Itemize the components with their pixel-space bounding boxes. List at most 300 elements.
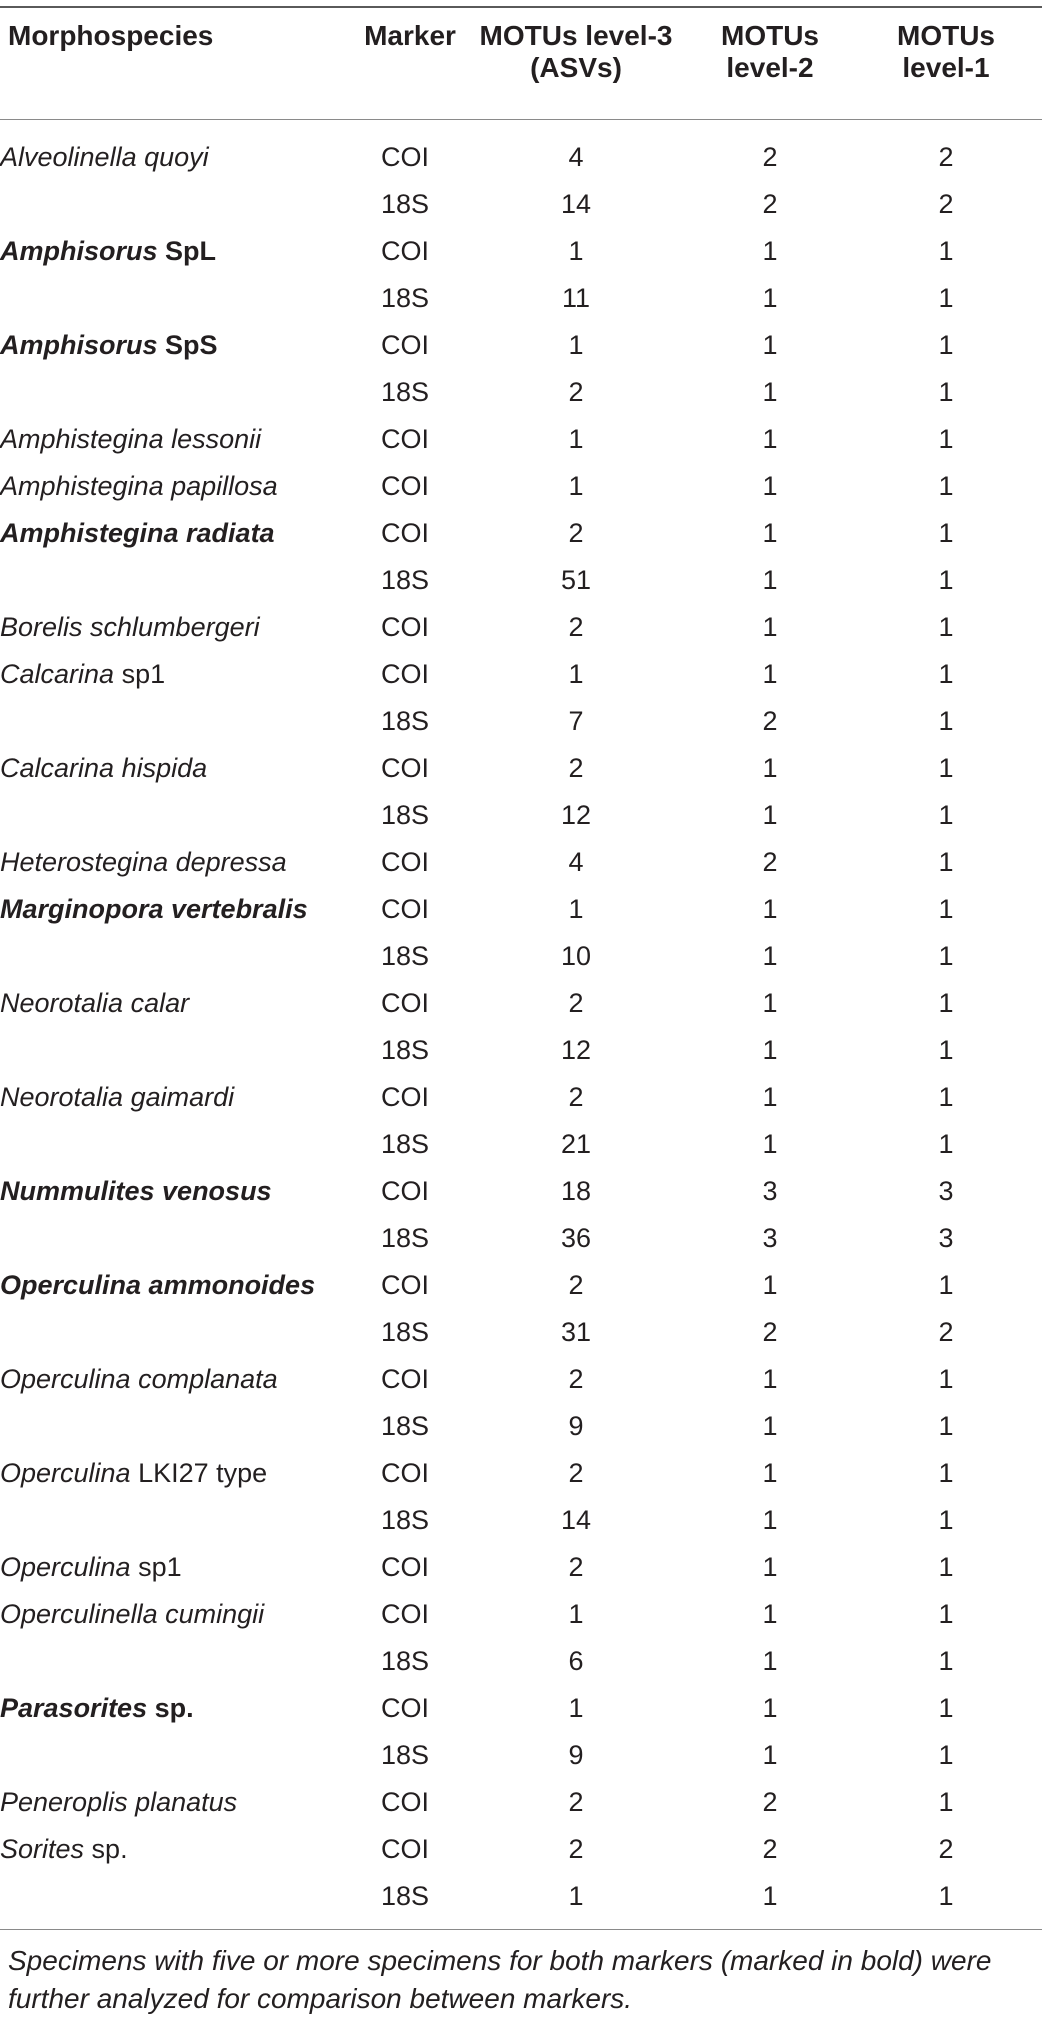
marker-value: COI: [380, 847, 429, 877]
cell-motus-level-2: 1: [762, 1881, 778, 1911]
cell-marker: [358, 651, 462, 698]
cell-motus-level-1: 1: [938, 565, 954, 595]
marker-value: 18S: [380, 565, 430, 595]
cell-morphospecies: [0, 980, 358, 1027]
cell-morphospecies: [0, 886, 358, 933]
cell-motus-level-3: 1: [568, 894, 584, 924]
table-top-rule: [0, 6, 1042, 8]
cell-motus-level-3: 11: [561, 283, 591, 313]
species-genus: Amphistegina: [0, 518, 179, 548]
cell-motus-level-1: 1: [938, 236, 954, 266]
cell-morphospecies: [0, 275, 358, 322]
species-genus: Operculina: [0, 1552, 131, 1582]
species-genus: Nummulites: [0, 1176, 155, 1206]
cell-motus-level-1: 1: [938, 518, 954, 548]
cell-motus-level-1: 1: [938, 1599, 954, 1629]
table-row: [0, 510, 1042, 557]
cell-motus-level-3: 2: [568, 1364, 584, 1394]
cell-motus-level-2: 1: [762, 894, 778, 924]
cell-motus-level-1: 1: [938, 1270, 954, 1300]
cell-motus-level-1: 2: [938, 1317, 954, 1347]
table-row: [0, 1403, 1042, 1450]
table-row: [0, 886, 1042, 933]
cell-motus-level-1: 1: [938, 377, 954, 407]
cell-marker: [358, 1873, 462, 1920]
cell-motus-level-1: 2: [938, 1834, 954, 1864]
cell-motus-level-2: 1: [762, 1129, 778, 1159]
cell-motus-level-2: 2: [762, 142, 778, 172]
species-genus: Calcarina: [0, 659, 115, 689]
cell-motus-level-2: 1: [762, 330, 778, 360]
cell-marker: [358, 1215, 462, 1262]
marker-value: 18S: [380, 941, 430, 971]
species-epithet: depressa: [168, 847, 287, 877]
cell-morphospecies: [0, 1356, 358, 1403]
species-genus: Marginopora: [0, 894, 164, 924]
marker-value: 18S: [380, 283, 430, 313]
marker-value: COI: [380, 1834, 429, 1864]
table-row: [0, 369, 1042, 416]
marker-value: 18S: [380, 1411, 430, 1441]
species-epithet: planatus: [127, 1787, 238, 1817]
cell-marker: [358, 1826, 462, 1873]
cell-motus-level-3: 1: [568, 1599, 584, 1629]
species-epithet: papillosa: [163, 471, 278, 501]
cell-morphospecies: [0, 745, 358, 792]
cell-motus-level-2: 1: [762, 800, 778, 830]
cell-marker: [358, 604, 462, 651]
species-genus: Parasorites: [0, 1693, 148, 1723]
species-genus: Neorotalia: [0, 988, 124, 1018]
cell-morphospecies: [0, 1121, 358, 1168]
marker-value: COI: [380, 1270, 429, 1300]
species-epithet: calar: [123, 988, 190, 1018]
cell-motus-level-1: 1: [938, 753, 954, 783]
species-epithet: complanata: [130, 1364, 278, 1394]
cell-morphospecies: [0, 1450, 358, 1497]
table-bottom-rule: [0, 1929, 1042, 1930]
cell-motus-level-3: 36: [560, 1223, 592, 1253]
cell-motus-level-2: 1: [762, 1082, 778, 1112]
cell-motus-level-1: 1: [938, 330, 954, 360]
cell-motus-level-1: 2: [938, 142, 954, 172]
cell-motus-level-1: 1: [938, 1787, 954, 1817]
cell-marker: [358, 416, 462, 463]
marker-value: COI: [380, 988, 429, 1018]
cell-marker: [358, 698, 462, 745]
species-epithet: ammonoides: [141, 1270, 316, 1300]
cell-motus-level-2: 2: [762, 847, 778, 877]
species-suffix: LKI27 type: [130, 1458, 268, 1488]
cell-motus-level-3: 2: [568, 1458, 584, 1488]
header-motus-level-3: MOTUs level-3 (ASVs): [479, 20, 673, 83]
species-epithet: radiata: [178, 518, 275, 548]
species-epithet: venosus: [154, 1176, 272, 1206]
table-row: [0, 1826, 1042, 1873]
marker-value: COI: [380, 330, 429, 360]
cell-motus-level-3: 12: [560, 800, 592, 830]
species-epithet: lessonii: [163, 424, 262, 454]
cell-morphospecies: [0, 1591, 358, 1638]
cell-motus-level-3: 9: [568, 1411, 584, 1441]
cell-marker: [358, 181, 462, 228]
cell-marker: [358, 369, 462, 416]
cell-morphospecies: [0, 1779, 358, 1826]
cell-motus-level-3: 2: [568, 1270, 584, 1300]
species-epithet: hispida: [114, 753, 208, 783]
cell-motus-level-1: 1: [938, 1364, 954, 1394]
cell-marker: [358, 1121, 462, 1168]
species-genus: Amphisorus: [0, 330, 158, 360]
cell-marker: [358, 886, 462, 933]
cell-morphospecies: [0, 698, 358, 745]
table-row: [0, 1873, 1042, 1920]
table-row: [0, 1027, 1042, 1074]
table-row: [0, 1121, 1042, 1168]
cell-motus-level-1: 2: [938, 189, 954, 219]
species-genus: Amphistegina: [0, 424, 164, 454]
table-row: [0, 604, 1042, 651]
cell-motus-level-2: 1: [762, 236, 778, 266]
cell-motus-level-1: 1: [938, 894, 954, 924]
cell-motus-level-3: 14: [560, 189, 592, 219]
species-genus: Neorotalia: [0, 1082, 124, 1112]
cell-motus-level-2: 1: [762, 1035, 778, 1065]
cell-motus-level-2: 1: [762, 1693, 778, 1723]
species-genus: Alveolinella: [0, 142, 137, 172]
marker-value: 18S: [380, 1740, 430, 1770]
cell-motus-level-3: 2: [568, 1552, 584, 1582]
table-header: [0, 20, 1042, 120]
cell-morphospecies: [0, 1074, 358, 1121]
cell-morphospecies: [0, 369, 358, 416]
table-row: [0, 1262, 1042, 1309]
cell-motus-level-3: 2: [568, 518, 584, 548]
cell-marker: [358, 228, 462, 275]
cell-motus-level-2: 1: [762, 1505, 778, 1535]
marker-value: 18S: [380, 1129, 430, 1159]
cell-morphospecies: [0, 1544, 358, 1591]
cell-marker: [358, 1356, 462, 1403]
cell-motus-level-1: 1: [938, 1881, 954, 1911]
cell-morphospecies: [0, 1732, 358, 1779]
marker-value: COI: [380, 612, 429, 642]
header-row: [0, 20, 1042, 120]
cell-motus-level-2: 1: [762, 941, 778, 971]
cell-morphospecies: [0, 1309, 358, 1356]
species-suffix: sp.: [84, 1834, 128, 1864]
species-genus: Calcarina: [0, 753, 115, 783]
cell-motus-level-2: 1: [762, 1364, 778, 1394]
cell-motus-level-1: 1: [938, 1505, 954, 1535]
marker-value: 18S: [380, 800, 430, 830]
cell-motus-level-3: 2: [568, 1787, 584, 1817]
cell-motus-level-3: 31: [560, 1317, 592, 1347]
cell-motus-level-1: 1: [938, 471, 954, 501]
cell-motus-level-3: 2: [568, 1082, 584, 1112]
cell-morphospecies: [0, 651, 358, 698]
cell-motus-level-2: 1: [762, 1270, 778, 1300]
cell-motus-level-2: 3: [762, 1223, 778, 1253]
table-row: [0, 1074, 1042, 1121]
cell-motus-level-1: 3: [938, 1223, 954, 1253]
species-epithet: vertebralis: [163, 894, 308, 924]
cell-motus-level-2: 1: [762, 424, 778, 454]
cell-motus-level-3: 2: [568, 753, 584, 783]
cell-marker: [358, 322, 462, 369]
species-genus: Operculina: [0, 1270, 142, 1300]
cell-marker: [358, 1450, 462, 1497]
cell-motus-level-3: 9: [568, 1740, 584, 1770]
cell-morphospecies: [0, 1403, 358, 1450]
cell-motus-level-3: 2: [568, 612, 584, 642]
species-genus: Sorites: [0, 1834, 85, 1864]
species-genus: Operculina: [0, 1364, 131, 1394]
table-row: [0, 698, 1042, 745]
cell-morphospecies: [0, 557, 358, 604]
table-row: [0, 1215, 1042, 1262]
cell-motus-level-3: 4: [568, 847, 584, 877]
cell-motus-level-3: 1: [568, 424, 584, 454]
marker-value: 18S: [380, 1646, 430, 1676]
cell-morphospecies: [0, 1262, 358, 1309]
cell-motus-level-1: 1: [938, 800, 954, 830]
marker-value: COI: [380, 236, 429, 266]
cell-motus-level-1: 1: [938, 1693, 954, 1723]
cell-motus-level-2: 1: [762, 471, 778, 501]
cell-morphospecies: [0, 1873, 358, 1920]
cell-motus-level-1: 1: [938, 424, 954, 454]
cell-motus-level-2: 1: [762, 1599, 778, 1629]
cell-morphospecies: [0, 792, 358, 839]
species-suffix: sp1: [114, 659, 166, 689]
table-row: [0, 1497, 1042, 1544]
marker-value: COI: [380, 471, 429, 501]
table-row: [0, 228, 1042, 275]
cell-motus-level-2: 1: [762, 1458, 778, 1488]
cell-morphospecies: [0, 1685, 358, 1732]
table-row: [0, 1168, 1042, 1215]
header-marker: Marker: [364, 20, 456, 51]
marker-value: COI: [380, 1787, 429, 1817]
cell-motus-level-1: 1: [938, 1552, 954, 1582]
cell-motus-level-1: 1: [938, 1646, 954, 1676]
table-row: [0, 1591, 1042, 1638]
cell-marker: [358, 1403, 462, 1450]
cell-motus-level-2: 1: [762, 1646, 778, 1676]
species-suffix: SpL: [157, 236, 217, 266]
cell-motus-level-3: 7: [568, 706, 584, 736]
cell-marker: [358, 745, 462, 792]
cell-motus-level-2: 3: [762, 1176, 778, 1206]
table-row: [0, 745, 1042, 792]
table-body: [0, 134, 1042, 1920]
table-row: [0, 980, 1042, 1027]
cell-marker: [358, 134, 462, 181]
cell-motus-level-3: 18: [560, 1176, 592, 1206]
marker-value: COI: [380, 1176, 429, 1206]
cell-motus-level-1: 1: [938, 1129, 954, 1159]
marker-value: 18S: [380, 1223, 430, 1253]
cell-motus-level-1: 1: [938, 706, 954, 736]
cell-motus-level-1: 1: [938, 847, 954, 877]
table-row: [0, 1779, 1042, 1826]
species-genus: Amphistegina: [0, 471, 164, 501]
species-genus: Amphisorus: [0, 236, 158, 266]
cell-marker: [358, 1309, 462, 1356]
table-row: [0, 416, 1042, 463]
cell-motus-level-3: 2: [568, 1834, 584, 1864]
cell-motus-level-1: 1: [938, 1411, 954, 1441]
cell-motus-level-1: 1: [938, 659, 954, 689]
table-row: [0, 1685, 1042, 1732]
marker-value: COI: [380, 1364, 429, 1394]
cell-morphospecies: [0, 1215, 358, 1262]
cell-motus-level-2: 1: [762, 753, 778, 783]
cell-motus-level-2: 1: [762, 518, 778, 548]
table-row: [0, 839, 1042, 886]
cell-motus-level-1: 1: [938, 1458, 954, 1488]
marker-value: COI: [380, 753, 429, 783]
marker-value: 18S: [380, 1317, 430, 1347]
table-row: [0, 463, 1042, 510]
cell-motus-level-2: 1: [762, 1740, 778, 1770]
species-genus: Operculinella: [0, 1599, 158, 1629]
cell-motus-level-2: 2: [762, 189, 778, 219]
cell-marker: [358, 1027, 462, 1074]
cell-motus-level-2: 1: [762, 283, 778, 313]
cell-motus-level-2: 1: [762, 377, 778, 407]
species-suffix: SpS: [157, 330, 218, 360]
cell-morphospecies: [0, 1638, 358, 1685]
cell-motus-level-3: 4: [568, 142, 584, 172]
cell-motus-level-3: 12: [560, 1035, 592, 1065]
table-footnote: Specimens with five or more specimens for both markers (marked in bold) were further analyzed for comparison between markers.: [8, 1945, 992, 2014]
table-row: [0, 275, 1042, 322]
cell-marker: [358, 275, 462, 322]
cell-motus-level-3: 51: [560, 565, 592, 595]
cell-marker: [358, 1591, 462, 1638]
species-genus: Peneroplis: [0, 1787, 128, 1817]
cell-morphospecies: [0, 1826, 358, 1873]
cell-marker: [358, 1685, 462, 1732]
marker-value: 18S: [380, 1035, 430, 1065]
cell-marker: [358, 1638, 462, 1685]
cell-motus-level-3: 1: [568, 236, 584, 266]
table-row: [0, 322, 1042, 369]
species-suffix: sp.: [147, 1693, 194, 1723]
cell-morphospecies: [0, 134, 358, 181]
cell-motus-level-3: 21: [560, 1129, 592, 1159]
cell-morphospecies: [0, 463, 358, 510]
cell-morphospecies: [0, 510, 358, 557]
cell-motus-level-1: 1: [938, 283, 954, 313]
motu-table: [0, 20, 1042, 1920]
table-row: [0, 651, 1042, 698]
cell-motus-level-2: 1: [762, 565, 778, 595]
cell-motus-level-2: 1: [762, 1552, 778, 1582]
marker-value: 18S: [380, 189, 430, 219]
table-row: [0, 792, 1042, 839]
cell-morphospecies: [0, 181, 358, 228]
header-morphospecies: Morphospecies: [8, 20, 214, 51]
marker-value: COI: [380, 424, 429, 454]
cell-marker: [358, 933, 462, 980]
cell-motus-level-3: 1: [568, 1881, 584, 1911]
marker-value: 18S: [380, 1881, 430, 1911]
cell-marker: [358, 839, 462, 886]
species-genus: Borelis: [0, 612, 83, 642]
marker-value: 18S: [380, 1505, 430, 1535]
marker-value: COI: [380, 1693, 429, 1723]
cell-morphospecies: [0, 1497, 358, 1544]
cell-motus-level-2: 1: [762, 659, 778, 689]
marker-value: COI: [380, 894, 429, 924]
cell-marker: [358, 463, 462, 510]
cell-marker: [358, 980, 462, 1027]
cell-motus-level-1: 1: [938, 1740, 954, 1770]
species-genus: Heterostegina: [0, 847, 169, 877]
cell-morphospecies: [0, 933, 358, 980]
cell-morphospecies: [0, 1027, 358, 1074]
marker-value: COI: [380, 142, 429, 172]
cell-morphospecies: [0, 228, 358, 275]
cell-marker: [358, 1168, 462, 1215]
table-row: [0, 1638, 1042, 1685]
cell-morphospecies: [0, 839, 358, 886]
cell-morphospecies: [0, 322, 358, 369]
table-row: [0, 1356, 1042, 1403]
cell-morphospecies: [0, 416, 358, 463]
cell-motus-level-1: 1: [938, 988, 954, 1018]
table-row: [0, 181, 1042, 228]
cell-motus-level-3: 1: [568, 1693, 584, 1723]
cell-marker: [358, 1779, 462, 1826]
header-motus-level-1: MOTUs level-1: [897, 20, 995, 83]
species-genus: Operculina: [0, 1458, 131, 1488]
cell-motus-level-3: 14: [560, 1505, 592, 1535]
cell-motus-level-2: 2: [762, 1317, 778, 1347]
cell-marker: [358, 792, 462, 839]
cell-motus-level-1: 1: [938, 941, 954, 971]
marker-value: 18S: [380, 706, 430, 736]
cell-motus-level-2: 1: [762, 612, 778, 642]
marker-value: COI: [380, 1552, 429, 1582]
cell-motus-level-2: 1: [762, 988, 778, 1018]
cell-motus-level-3: 1: [568, 330, 584, 360]
table-row: [0, 1732, 1042, 1779]
cell-marker: [358, 1497, 462, 1544]
species-epithet: schlumbergeri: [82, 612, 260, 642]
cell-morphospecies: [0, 604, 358, 651]
header-motus-level-2: MOTUs level-2: [721, 20, 819, 83]
cell-motus-level-3: 2: [568, 988, 584, 1018]
cell-motus-level-2: 2: [762, 706, 778, 736]
marker-value: COI: [380, 1599, 429, 1629]
cell-morphospecies: [0, 1168, 358, 1215]
marker-value: COI: [380, 1458, 429, 1488]
cell-motus-level-3: 1: [568, 659, 584, 689]
cell-motus-level-2: 1: [762, 1411, 778, 1441]
cell-motus-level-1: 3: [938, 1176, 954, 1206]
species-suffix: sp1: [130, 1552, 182, 1582]
table-row: [0, 1450, 1042, 1497]
marker-value: COI: [380, 518, 429, 548]
cell-motus-level-3: 6: [568, 1646, 584, 1676]
marker-value: COI: [380, 659, 429, 689]
cell-motus-level-2: 2: [762, 1834, 778, 1864]
cell-marker: [358, 510, 462, 557]
